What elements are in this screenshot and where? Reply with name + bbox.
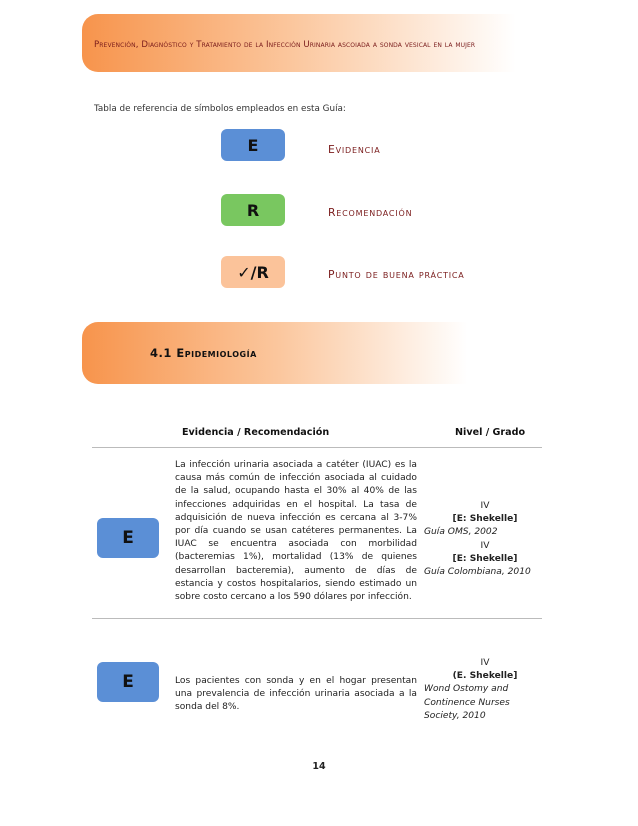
level-value: IV [480,540,490,551]
document-header-title: Prevención, Diagnóstico y Tratamiento de la Infección Urinaria ascoiada a sonda vesical en la mujer [94,40,476,50]
level-scale: (E. Shekelle] [452,671,518,682]
table-divider [92,447,542,448]
good-practice-symbol-label: Punto de buena práctica [328,268,465,281]
good-practice-symbol-icon: ✓/R [221,256,285,288]
recommendation-symbol-icon: R [221,194,285,226]
column-header-level: Nivel / Grado [455,427,526,438]
table-row-level [424,657,546,723]
level-source: Guía Colombiana, 2010 [424,567,531,578]
intro-text: Tabla de referencia de símbolos empleados en esta Guía: [94,104,346,114]
evidence-symbol-label: Evidencia [328,143,381,156]
section-title: 4.1 Epidemiología [150,346,257,360]
column-header-evidence: Evidencia / Recomendación [182,427,330,438]
level-value: IV [480,658,490,668]
recommendation-symbol-label: Recomendación [328,206,413,219]
table-row-text: Los pacientes con sonda y en el hogar presentan una prevalencia de infección urinaria asociada a la sonda del 8%. [175,676,417,713]
table-row-text: La infección urinaria asociada a catéter (IUAC) es la causa más común de infección asociada al cuidado de la salud, ocupando hasta el 30% al 40% de las infecciones adquiridas en el hospital. La tasa de adquisición de nueva infección es cercana al 3-7% por día cuando se usan catéteres permanentes. La IUAC se encuentra asociada con morbilidad (bacteremias 1%), mortalidad (13% de quienes desarrollan bacteremia), aumento de días de estancia y costos hospitalarios, siendo estimado un sobre costo cercano a los 590 dólares por infección. [175,460,417,603]
level-scale: [E: Shekelle] [452,514,518,525]
table-row-level [424,500,546,579]
level-value: IV [480,501,490,511]
table-divider [92,618,542,619]
evidence-symbol-icon: E [221,129,285,161]
page-number: 14 [312,761,326,772]
evidence-badge-icon: E [97,662,159,702]
level-source: Wond Ostomy and Continence Nurses Society, 2010 [424,684,510,721]
evidence-badge-icon: E [97,518,159,558]
level-scale: [E: Shekelle] [452,553,518,564]
level-source: Guía OMS, 2002 [424,527,498,538]
